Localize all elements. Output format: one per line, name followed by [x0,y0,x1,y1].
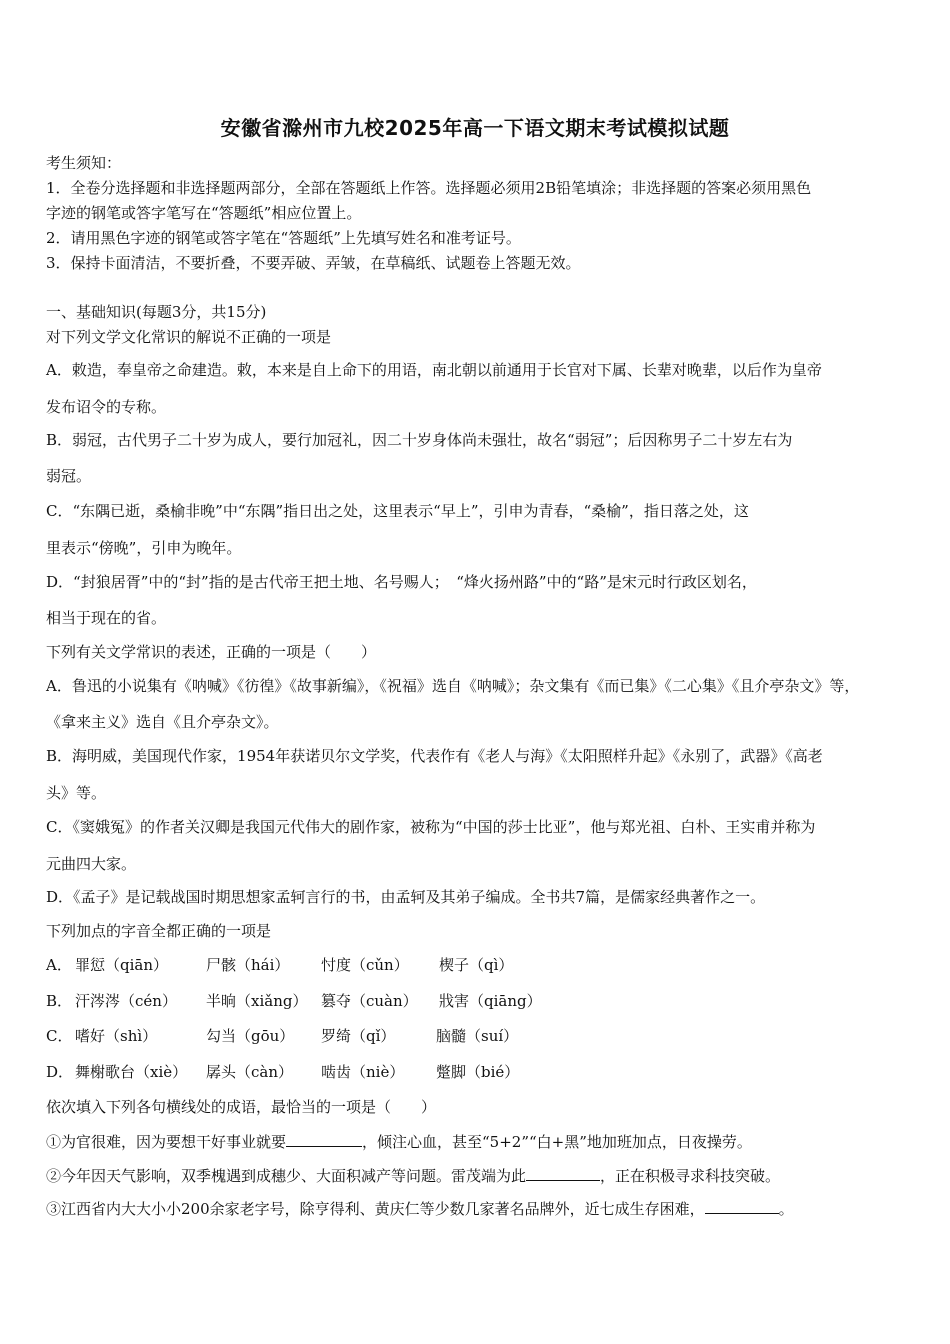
option-line: B．海明威，美国现代作家，1954年获诺贝尔文学奖，代表作有《老人与海》《太阳照样升起》《永别了，武器》《高老 [46,747,823,765]
pinyin-option-row [46,992,542,1010]
answer-blank[interactable] [526,1166,600,1181]
pinyin-item: 忖度（cǔn） [321,956,409,974]
pinyin-item: 啮齿（niè） [321,1063,405,1081]
notice-heading: 考生须知： [46,154,122,172]
sentence-2 [46,1166,780,1185]
pinyin-item: 孱头（càn） [206,1063,294,1081]
pinyin-item: 罗绮（qǐ） [321,1027,396,1045]
pinyin-option-row [46,956,514,974]
pinyin-item: 罪愆（qiān） [75,956,169,974]
pinyin-item: 舞榭歌台（xiè） [75,1063,188,1081]
notice-item: 1．全卷分选择题和非选择题两部分，全部在答题纸上作答。选择题必须用2B铅笔填涂；非选择题的答案必须用黑色 [46,179,812,197]
page-title: 安徽省滁州市九校2025年高一下语文期末考试模拟试题 [220,116,730,140]
question-stem: 下列有关文学常识的表述，正确的一项是（ ） [46,643,377,661]
option-line: C．《窦娥冤》的作者关汉卿是我国元代伟大的剧作家，被称为“中国的莎士比亚”，他与郑光祖、白朴、王实甫并称为 [46,818,816,836]
sentence-text: 。 [778,1200,794,1218]
option-line: B．弱冠，古代男子二十岁为成人，要行加冠礼，因二十岁身体尚未强壮，故名“弱冠”；后因称男子二十岁左右为 [46,431,793,449]
sentence-text: ①为官很难，因为要想干好事业就要 [46,1133,287,1151]
pinyin-item: 尸骸（hái） [206,956,290,974]
sentence-text: ③江西省内大大小小200余家老字号，除亨得利、黄庆仁等少数几家著名品牌外，近七成生存困难， [46,1200,705,1218]
pinyin-item: 蹩脚（bié） [436,1063,520,1081]
pinyin-item: 嗜好（shì） [75,1027,158,1045]
pinyin-item: 勾当（gōu） [206,1027,295,1045]
pinyin-item: 汗涔涔（cén） [75,992,177,1010]
notice-item: 2．请用黑色字迹的钢笔或答字笔在“答题纸”上先填写姓名和准考证号。 [46,229,521,247]
question-stem: 下列加点的字音全都正确的一项是 [46,922,272,940]
answer-blank[interactable] [705,1199,779,1214]
sentence-text: ，倾注心血，甚至“5+2”“白+黑”地加班加点，日夜操劳。 [362,1133,752,1151]
option-line: 里表示“傍晚”，引申为晚年。 [46,539,242,557]
pinyin-option-row [46,1063,520,1081]
option-line: A．鲁迅的小说集有《呐喊》《彷徨》《故事新编》，《祝福》选自《呐喊》；杂文集有《而已集》《二心集》《且介亭杂文》等， [46,677,860,695]
sentence-text: ，正在积极寻求科技突破。 [600,1167,781,1185]
option-line: D．《孟子》是记载战国时期思想家孟轲言行的书，由孟轲及其弟子编成。全书共7篇，是儒家经典著作之一。 [46,888,766,906]
pinyin-item: 脑髓（suí） [436,1027,519,1045]
pinyin-item: 半晌（xiǎng） [206,992,308,1010]
answer-blank[interactable] [286,1132,362,1147]
option-line: 《拿来主义》选自《且介亭杂文》。 [46,713,279,731]
option-line: 头》等。 [46,784,107,802]
option-label: D． [46,1063,74,1081]
option-line: 相当于现在的省。 [46,609,167,627]
option-line: A．敕造，奉皇帝之命建造。敕，本来是自上命下的用语，南北朝以前通用于长官对下属、长辈对晚辈，以后作为皇帝 [46,361,822,379]
sentence-1 [46,1132,752,1151]
option-line: 弱冠。 [46,467,92,485]
option-label: B． [46,992,73,1010]
notice-item: 字迹的钢笔或答字笔写在“答题纸”相应位置上。 [46,204,362,222]
section-heading: 一、基础知识(每题3分，共15分) [46,303,267,321]
option-label: A． [46,956,72,974]
option-line: C．“东隅已逝，桑榆非晚”中“东隅”指日出之处，这里表示“早上”，引申为青春，“桑榆”，指日落之处，这 [46,502,749,520]
pinyin-option-row [46,1027,519,1045]
pinyin-item: 篡夺（cuàn） [321,992,418,1010]
pinyin-item: 戕害（qiāng） [439,992,542,1010]
sentence-3 [46,1199,794,1218]
sentence-text: ②今年因天气影响，双季槐遇到成穗少、大面积减产等问题。雷茂端为此 [46,1167,527,1185]
pinyin-item: 楔子（qì） [439,956,514,974]
option-line: 发布诏令的专称。 [46,398,167,416]
option-line: D．“封狼居胥”中的“封”指的是古代帝王把土地、名号赐人； “烽火扬州路”中的“路”是宋元时行政区划名， [46,573,757,591]
option-label: C． [46,1027,73,1045]
question-stem: 对下列文学文化常识的解说不正确的一项是 [46,328,332,346]
question-stem: 依次填入下列各句横线处的成语，最恰当的一项是（ ） [46,1098,437,1116]
option-line: 元曲四大家。 [46,855,137,873]
notice-item: 3．保持卡面清洁，不要折叠，不要弄破、弄皱，在草稿纸、试题卷上答题无效。 [46,254,581,272]
